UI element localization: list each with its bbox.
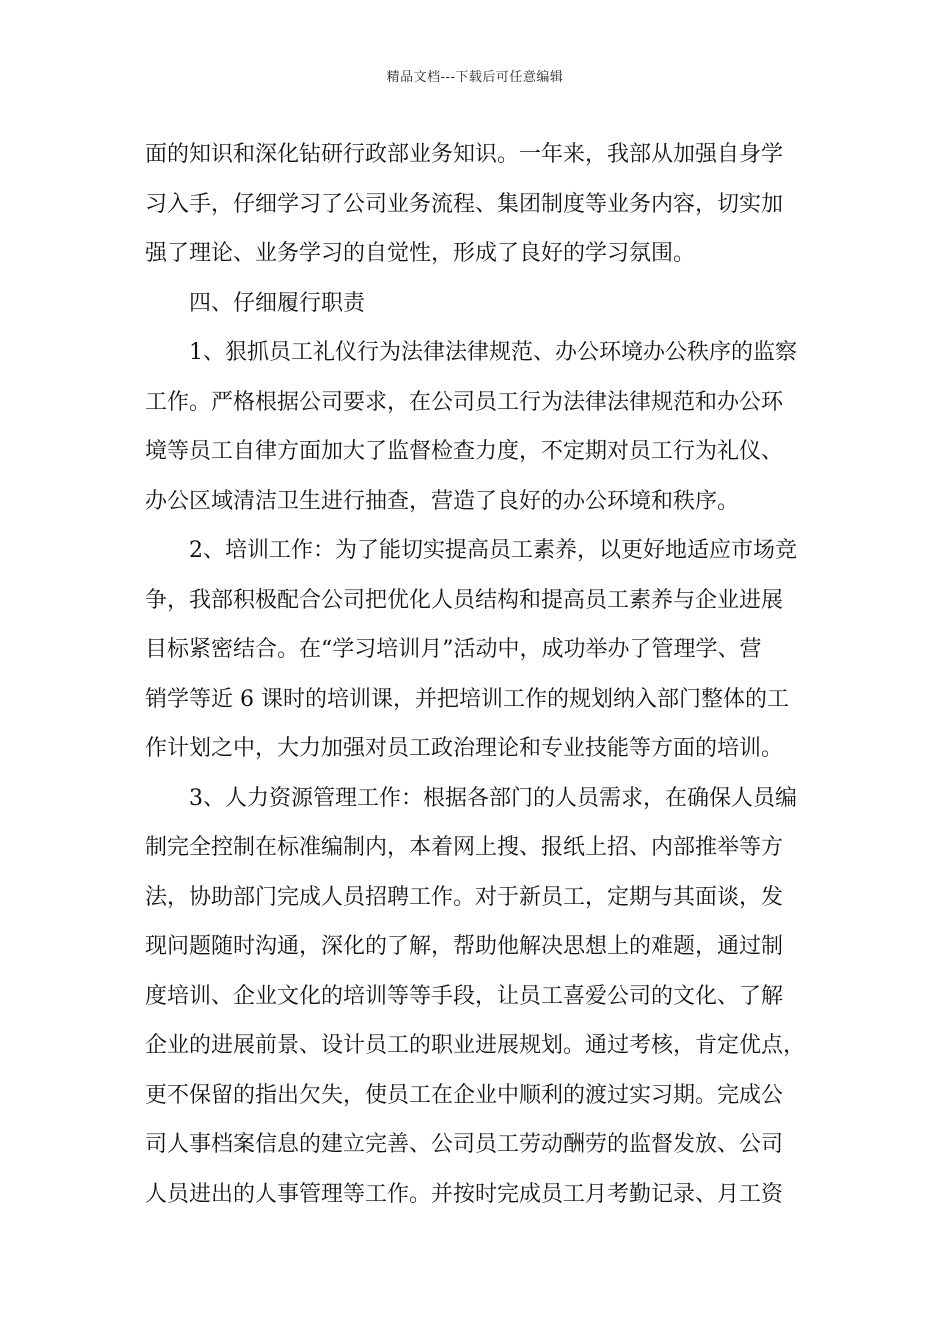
text-line: 法，协助部门完成人员招聘工作。对于新员工，定期与其面谈，发 <box>145 884 784 910</box>
text-line: 2、培训工作：为了能切实提高员工素养，以更好地适应市场竞 <box>189 538 797 563</box>
text-line: 制完全控制在标准编制内，本着网上搜、报纸上招、内部推举等方 <box>145 835 784 860</box>
text-line: 强了理论、业务学习的自觉性，形成了良好的学习氛围。 <box>145 241 696 266</box>
text-line: 人员进出的人事管理等工作。并按时完成员工月考勤记录、月工资 <box>145 1181 784 1207</box>
text-line: 境等员工自律方面加大了监督检查力度，不定期对员工行为礼仪、 <box>145 439 784 464</box>
section-heading: 四、仔细履行职责 <box>189 290 366 316</box>
text-line: 办公区域清洁卫生进行抽查，营造了良好的办公环境和秩序。 <box>145 488 740 514</box>
text-line: 现问题随时沟通，深化的了解，帮助他解决思想上的难题，通过制 <box>145 934 784 959</box>
text-line: 习入手，仔细学习了公司业务流程、集团制度等业务内容，切实加 <box>145 191 784 217</box>
page-header: 精品文档---下载后可任意编辑 <box>386 70 564 85</box>
text-line: 企业的进展前景、设计员工的职业进展规划。通过考核，肯定优点， <box>145 1033 806 1058</box>
document-body <box>145 130 825 1219</box>
text-line: 作计划之中，大力加强对员工政治理论和专业技能等方面的培训。 <box>145 736 784 761</box>
text-line: 面的知识和深化钻研行政部业务知识。一年来，我部从加强自身学 <box>145 142 784 167</box>
text-line: 更不保留的指出欠失，使员工在企业中顺利的渡过实习期。完成公 <box>145 1082 784 1108</box>
text-line: 争，我部积极配合公司把优化人员结构和提高员工素养与企业进展 <box>145 587 784 613</box>
text-line: 3、人力资源管理工作：根据各部门的人员需求，在确保人员编 <box>189 785 797 811</box>
text-line: 目标紧密结合。在“学习培训月”活动中，成功举办了管理学、营 <box>145 637 762 662</box>
text-line: 1、狠抓员工礼仪行为法律法律规范、办公环境办公秩序的监察 <box>189 340 797 365</box>
text-line: 司人事档案信息的建立完善、公司员工劳动酬劳的监督发放、公司 <box>145 1132 784 1157</box>
text-line: 销学等近 6 课时的培训课，并把培训工作的规划纳入部门整体的工 <box>145 686 789 712</box>
text-line: 度培训、企业文化的培训等等手段，让员工喜爱公司的文化、了解 <box>145 983 784 1009</box>
text-line: 工作。严格根据公司要求，在公司员工行为法律法律规范和办公环 <box>145 389 784 415</box>
